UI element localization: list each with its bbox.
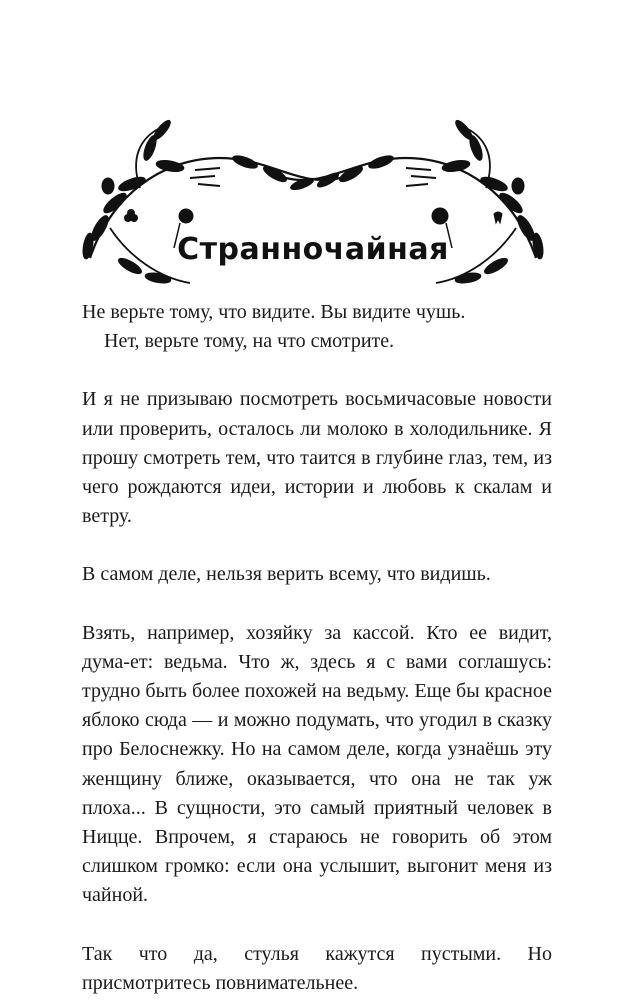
floral-ornament-icon: [70, 118, 556, 298]
paragraph-1: Не верьте тому, что видите. Вы видите чушь.: [82, 301, 466, 323]
chapter-title: Странночайная: [177, 232, 449, 267]
paragraph-3: И я не призываю посмотреть восьмичасовые новости или проверить, осталось ли молоко в холодильнике. Я прошу смотреть тем, что таится в глубине глаз, тем, из чего рождаются идеи, истории и любовь к скалам и ветру.: [82, 388, 552, 528]
paragraph-4: В самом деле, нельзя верить всему, что видишь.: [82, 563, 491, 586]
paragraph-6: Так что да, стулья кажутся пустыми. Но присмотритесь повнимательнее.: [82, 942, 552, 994]
paragraph-5: Взять, например, хозяйку за кассой. Кто ее видит, дума-ет: ведьма. Что ж, здесь я с вами соглашусь: трудно быть более похожей на ведьму. Еще бы красное яблоко сюда — и можно подумать, что угодил в сказку про Белоснежку. Но на самом деле, когда узнаёшь эту женщину ближе, оказывается, что она не так уж плоха... В сущности, это самый приятный человек в Ницце. Впрочем, я стараюсь не говорить об этом слишком громко: если она услышит, выгонит меня из чайной.: [82, 621, 552, 907]
chapter-body: [82, 298, 552, 998]
paragraph-2: Нет, верьте тому, на что смотрите.: [104, 330, 395, 353]
